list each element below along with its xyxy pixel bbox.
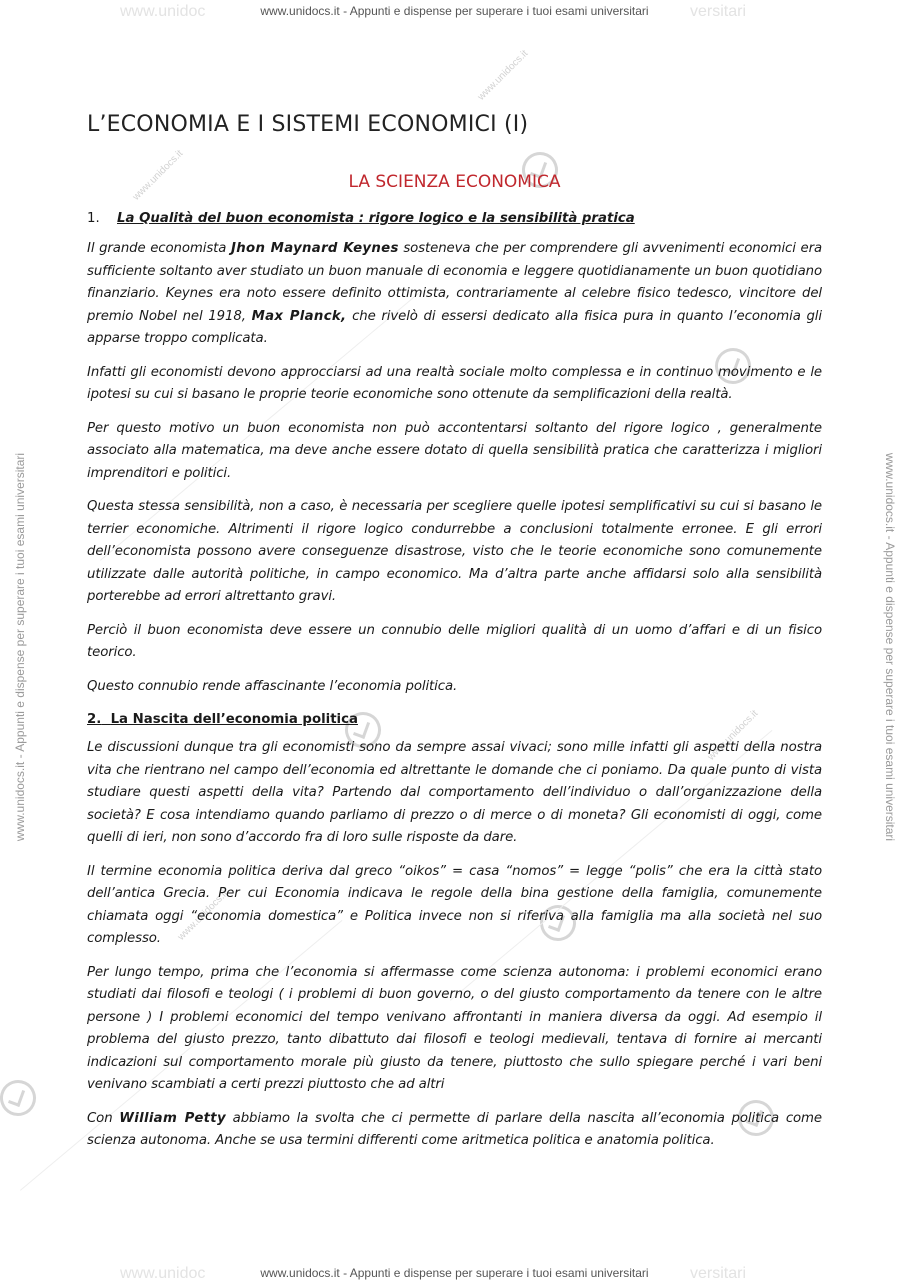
text-run: Il grande economista bbox=[87, 241, 231, 256]
watermark-logo-icon bbox=[0, 1075, 41, 1121]
watermark-diag: www.unidocs.it bbox=[475, 48, 531, 103]
watermark-diag: www.unidocs.it bbox=[130, 148, 186, 203]
watermark-faint-right-bottom: versitari bbox=[690, 1265, 747, 1282]
text-run: abbiamo la svolta che ci permette di parlare della nascita all’economia politica come scienza autonoma. Anche se usa termini differenti come aritmetica politica e anatomia politica. bbox=[87, 1110, 822, 1148]
paragraph: Questo connubio rende affascinante l’economia politica. bbox=[87, 678, 458, 694]
watermark-side-right: www.unidocs.it - Appunti e dispense per superare i tuoi esami universitari bbox=[883, 452, 897, 842]
paragraph: Per lungo tempo, prima che l’economia si affermasse come scienza autonoma: i problemi economici erano studiati dai filosofi e teologi ( i problemi di buon governo, o del giusto comportamento da tenere con le altre persone ) I problemi economici del tempo venivano affrontanti in maniera diversa da oggi. Ad esempio il problema del giusto prezzo, tanto dibattuto dai filosofi e teologi medievali, tentava di fornire ai mercanti indicazioni sul comportamento morale più giusto da tenere, piuttosto che sullo spiegare perché i vari beni venivano scambiati a certi prezzi piuttosto che ad altri bbox=[87, 964, 822, 1092]
section-1-heading bbox=[87, 208, 822, 230]
text-run: che rivelò di essersi dedicato alla fisica pura in quanto l’economia gli apparse troppo complicata. bbox=[87, 308, 822, 346]
watermark-banner-top: www.unidocs.it - Appunti e dispense per superare i tuoi esami universitari bbox=[260, 4, 649, 18]
paragraph: Infatti gli economisti devono approcciarsi ad una realtà sociale molto complessa e in continuo movimento e le ipotesi su cui si basano le proprie teorie economiche sono ottenute da semplificazioni della realtà. bbox=[87, 364, 822, 402]
bold-name: Max Planck, bbox=[251, 308, 347, 324]
watermark-faint-left-bottom: www.unidoc bbox=[120, 1265, 206, 1282]
paragraph: Per questo motivo un buon economista non può accontentarsi soltanto del rigore logico , generalmente associato alla matematica, ma deve anche essere dotato di quella sensibilità pratica che caratterizza i migliori imprenditori e politici. bbox=[87, 420, 822, 481]
watermark-diag: www.unidocs.it bbox=[175, 888, 231, 943]
paragraph: Le discussioni dunque tra gli economisti sono da sempre assai vivaci; sono mille infatti gli aspetti della nostra vita che rientrano nel campo dell’economia ed altrettante le domande che ci poniamo. Da quale punto di vista studiare questi aspetti della vita? Partendo dal comportamento dell’individuo o dall’organizzazione della società? E cosa intendiamo quando parliamo di prezzo o di merce o di moneta? Gli economisti di oggi, come quelli di ieri, non sono d’accordo fra di loro sulle risposte da dare. bbox=[87, 740, 822, 845]
document-title: L’ECONOMIA E I SISTEMI ECONOMICI (I) bbox=[87, 112, 529, 137]
bold-name: William Petty bbox=[119, 1110, 226, 1126]
paragraph bbox=[87, 238, 822, 351]
section-number: 1. bbox=[87, 211, 100, 226]
section-title: La Nascita dell’economia politica bbox=[110, 712, 358, 727]
paragraph: Questa stessa sensibilità, non a caso, è necessaria per scegliere quelle ipotesi semplificativi su cui si basano le terrier economiche. Altrimenti il rigore logico condurrebbe a conclusioni totalmente erronee. E gli errori dell’economista possono avere conseguenze disastrose, visto che le teorie economiche sono comunemente utilizzate dalle autorità politiche, in campo economico. Ma d’altra parte anche affidarsi solo alla sensibilità porterebbe ad errori altrettanto gravi. bbox=[87, 499, 822, 604]
paragraph bbox=[87, 1108, 822, 1153]
section-number: 2. bbox=[87, 712, 102, 727]
paragraph: Il termine economia politica deriva dal greco “oikos” = casa “nomos” = legge “polis” che era la città stato dell’antica Grecia. Per cui Economia indicava le regole della bina gestione della famiglia, comunemente chiamata oggi “economia domestica” e Politica invece non si riferiva alla famiglia ma alla società nel suo complesso. bbox=[87, 863, 822, 946]
watermark-faint-right: versitari bbox=[690, 3, 747, 20]
text-run: sosteneva che per comprendere gli avvenimenti economici era sufficiente soltanto aver studiato un buon manuale di economia e leggere quotidianamente un buon quotidiano finanziario. Keynes era noto essere definito ottimista, contrariamente al celebre fisico tedesco, vincitore del premio Nobel nel 1918, bbox=[87, 241, 822, 324]
bold-name: Jhon Maynard Keynes bbox=[231, 241, 399, 256]
watermark-banner-bottom: www.unidocs.it - Appunti e dispense per superare i tuoi esami universitari bbox=[260, 1266, 649, 1280]
chapter-heading: LA SCIENZA ECONOMICA bbox=[348, 172, 561, 192]
section-title: La Qualità del buon economista : rigore logico e la sensibilità pratica bbox=[117, 211, 635, 226]
watermark-diag: www.unidocs.it bbox=[705, 708, 761, 763]
watermark-side-left: www.unidocs.it - Appunti e dispense per superare i tuoi esami universitari bbox=[13, 452, 27, 842]
document-body bbox=[87, 110, 822, 1164]
paragraph: Perciò il buon economista deve essere un connubio delle migliori qualità di un uomo d’affari e di un fisico teorico. bbox=[87, 622, 822, 660]
watermark-faint-left: www.unidoc bbox=[120, 3, 206, 20]
section-2-heading bbox=[87, 709, 822, 731]
text-run: Con bbox=[87, 1110, 120, 1126]
